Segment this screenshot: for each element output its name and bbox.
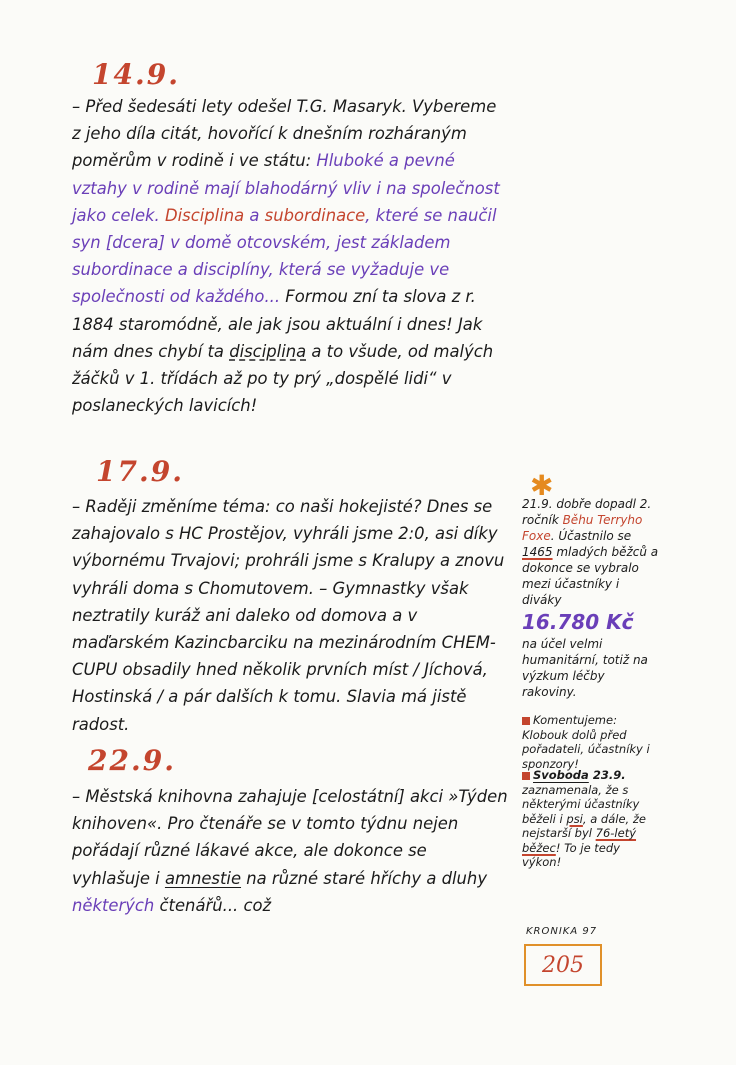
note-text: mladých běžců a dokonce se vybralo mezi účastníky i diváky [522, 545, 659, 607]
entry-text-run: některých [72, 895, 155, 915]
event-name: Běhu Terryho Foxe [522, 513, 643, 543]
note-text: na účel velmi humanitární, totiž na výzkum léčby rakoviny. [522, 637, 648, 699]
entry-text-run: a to všude, od malých žáčků v 1. třídách až po ty prý „dospělé lidi“ v poslaneckých lavicích! [72, 341, 494, 416]
sidebar-note-run [522, 496, 662, 700]
sidebar-svoboda-note [522, 768, 662, 870]
note-text: 21.9. dobře dopadl 2. ročník [522, 497, 652, 527]
bullet-icon [522, 772, 530, 780]
entry-text-run: čtenářů... což [154, 895, 272, 915]
note-text: , a dále, že nejstarší byl [522, 811, 646, 840]
entry-date-heading: 14.9. [92, 58, 180, 91]
comment-text: Komentujeme: Klobouk dolů před pořadateli, účastníky i sponzory! [522, 713, 650, 771]
entry-text-run: – Městská knihovna zahajuje [celostátní] akci »Týden knihoven«. Pro čtenáře se v tomto týdnu nejen pořádají různé lákavé akce, ale dokonce se vyhlašuje i [72, 787, 508, 888]
entry-date-heading: 17.9. [96, 455, 184, 488]
entry-text [72, 783, 508, 919]
entry-text-run: na různé staré hříchy a dluhy [241, 868, 488, 888]
entry-text-run: – Gymnastky však neztratily kuráž ani daleko od domova a v maďarském Kazincbarciku na mezinárodním CHEM-CUPU obsadily hned několik prvních míst / Jíchová, Hostinská / a pár dalších k tomu. Slavia má jistě radost. [72, 578, 496, 734]
page-number-box [524, 944, 602, 986]
entry-text-run: Disciplina [159, 205, 245, 225]
note-text: ! To je tedy výkon! [522, 840, 620, 869]
entry-text-run: – Před šedesáti lety odešel T.G. Masaryk. Vybereme z jeho díla citát, hovořící k dnešním rozháraným poměrům v rodině i ve státu: [72, 97, 497, 171]
entry-text-run: , které se naučil syn [dcera] v domě otcovském, jest základem subordinace a disciplíny, která se vyžaduje ve společnosti od každého... [72, 205, 497, 307]
entry-text-run: Hluboké a pevné vztahy v rodině mají blahodárný vliv i na společnost jako celek. [72, 151, 500, 225]
note-text: zaznamenala, že s některými účastníky běželi i [522, 782, 640, 826]
dogs-word: psi [566, 811, 583, 826]
chronicle-label: KRONIKA 97 [526, 926, 598, 937]
participant-count: 1465 [522, 545, 553, 559]
note-text: . Účastnilo se [550, 529, 632, 543]
newspaper-name: Svoboda [533, 768, 589, 782]
oldest-runner: 76-letý běžec [522, 826, 637, 855]
entry-text-run: a [244, 205, 265, 225]
entry-text-run: – Raději změníme téma: co naši hokejisté? Dnes se zahajovalo s HC Prostějov, vyhráli jsme 2:0, asi díky výbornému Trvajovi; prohráli jsme s Kralupy a znovu vyhráli doma s Chomutovem. [72, 497, 505, 598]
entry-text-run: subordinace [264, 205, 366, 225]
entry-text-run: disciplina [229, 341, 307, 361]
entry-text [72, 93, 508, 419]
bullet-icon [522, 717, 530, 725]
page-number: 205 [542, 952, 584, 978]
sidebar-comment [522, 713, 662, 771]
entry-text-run: Formou zní ta slova z r. 1884 staromódně, ale jak jsou aktuální i dnes! Jak nám dnes chybí ta [72, 287, 483, 361]
newspaper-date: 23.9. [588, 768, 626, 782]
entry-text-run: amnestie [164, 868, 242, 888]
entry-date-heading: 22.9. [88, 744, 176, 777]
amount-raised: 16.780 Kč [522, 610, 634, 634]
entry-text [72, 493, 508, 738]
star-icon: ✱ [530, 469, 554, 502]
